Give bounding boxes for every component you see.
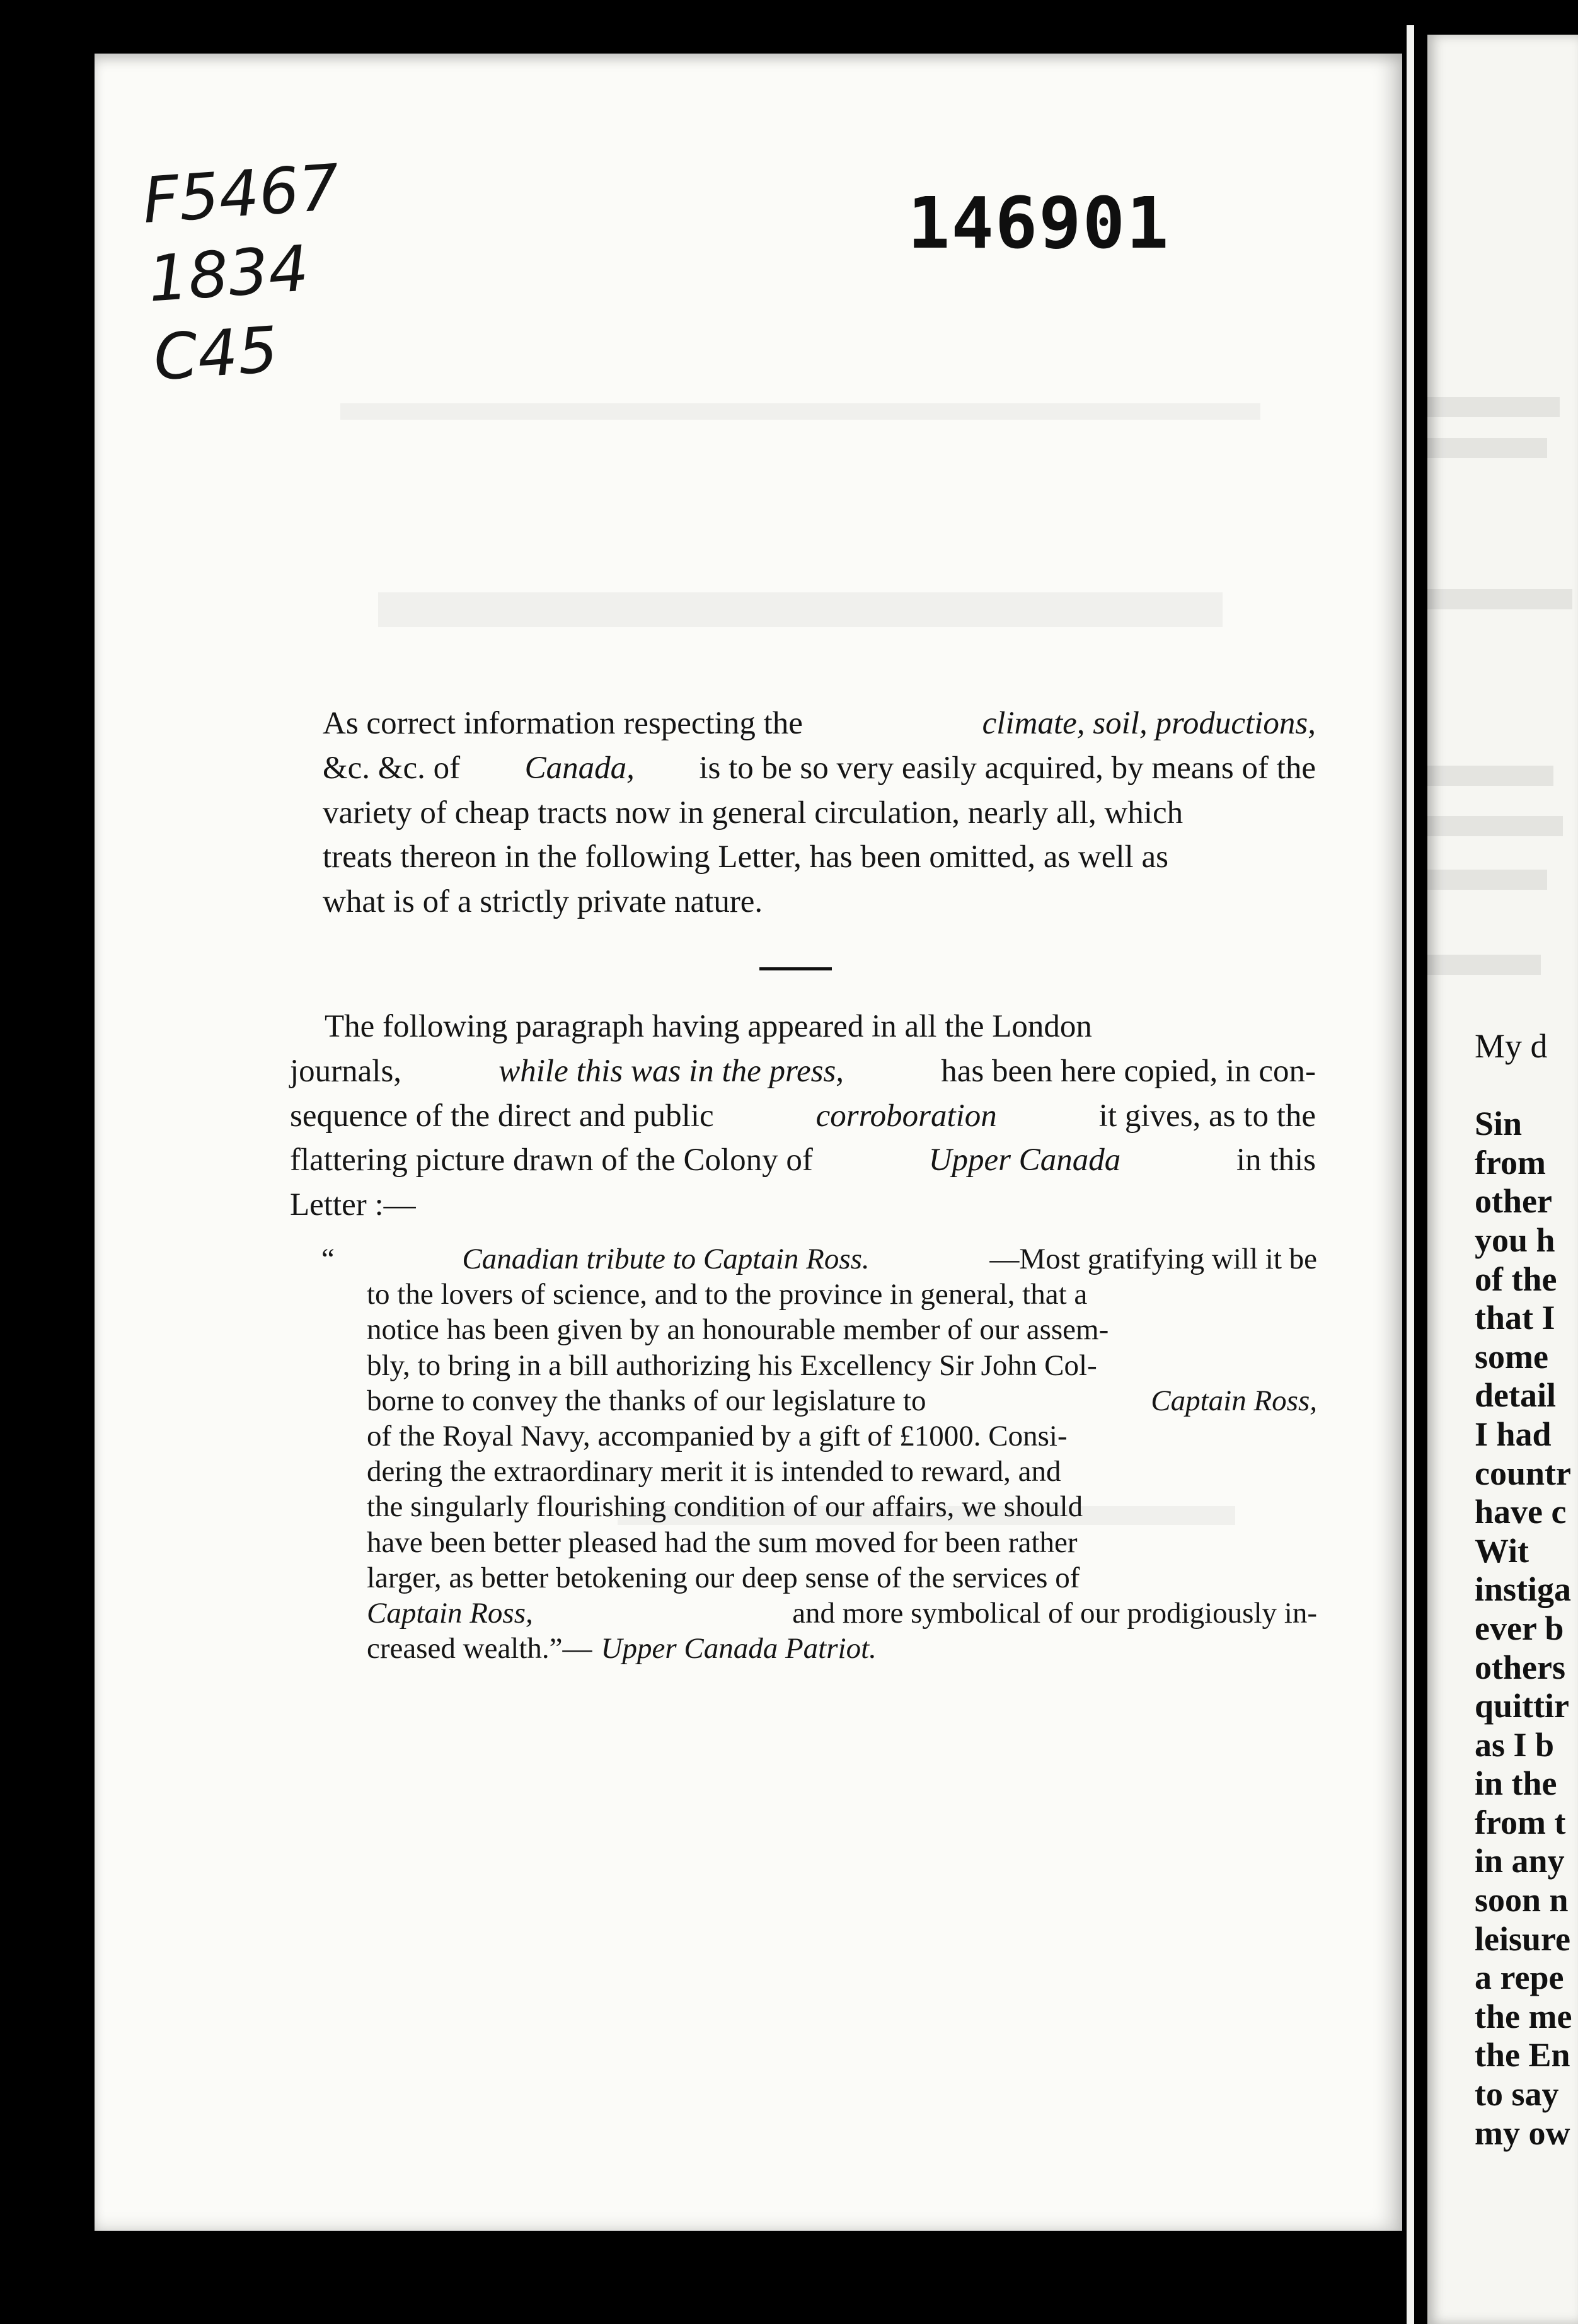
text-run: creased wealth.”— bbox=[367, 1632, 592, 1665]
text-line bbox=[321, 1631, 1317, 1666]
facing-page-line: you h bbox=[1475, 1221, 1555, 1259]
facing-page-line: detail bbox=[1475, 1376, 1556, 1415]
text-run: The following paragraph having appeared in all the London bbox=[325, 1009, 1092, 1044]
text-run: bly, to bring in a bill authorizing his Excellency Sir John Col- bbox=[367, 1349, 1097, 1382]
text-line bbox=[321, 1383, 1317, 1418]
text-line bbox=[321, 1596, 1317, 1631]
italic-text: Canada, bbox=[524, 750, 635, 786]
italic-text: Captain Ross, bbox=[1151, 1384, 1317, 1417]
italic-text: Canadian tribute to Captain Ross. bbox=[462, 1243, 870, 1275]
text-line bbox=[323, 835, 1316, 880]
facing-page-line: from t bbox=[1475, 1803, 1566, 1841]
text-line bbox=[321, 1418, 1317, 1454]
facing-page-line: the En bbox=[1475, 2036, 1570, 2074]
facing-page-line: ever b bbox=[1475, 1609, 1564, 1647]
text-run: variety of cheap tracts now in general circulation, nearly all, which bbox=[323, 795, 1184, 831]
text-run: As correct information respecting the bbox=[323, 706, 811, 741]
show-through-line bbox=[1427, 397, 1560, 417]
text-run: treats thereon in the following Letter, has been omitted, as well as bbox=[323, 839, 1168, 875]
text-run: is to be so very easily acquired, by means of the bbox=[691, 750, 1316, 786]
section-separator bbox=[759, 967, 832, 970]
text-line bbox=[321, 1525, 1317, 1560]
facing-page-line: of the bbox=[1475, 1260, 1557, 1298]
text-run: has been here copied, in con- bbox=[933, 1053, 1316, 1089]
text-run: in this bbox=[1228, 1142, 1316, 1178]
text-run: Letter :— bbox=[290, 1187, 416, 1223]
text-run: what is of a strictly private nature. bbox=[323, 884, 763, 920]
text-line bbox=[321, 1277, 1317, 1312]
text-run: and more symbolical of our prodigiously in- bbox=[785, 1596, 1317, 1630]
text-run: flattering picture drawn of the Colony of bbox=[290, 1142, 821, 1178]
facing-page-line: to say bbox=[1475, 2075, 1559, 2114]
facing-page-line: quittir bbox=[1475, 1687, 1570, 1725]
text-line bbox=[323, 880, 1316, 924]
text-line bbox=[323, 701, 1316, 746]
show-through-line bbox=[340, 403, 1260, 420]
facing-page-line: My d bbox=[1475, 1027, 1548, 1065]
text-line bbox=[321, 1454, 1317, 1489]
facing-page-line: in any bbox=[1475, 1842, 1565, 1880]
show-through-line bbox=[1427, 816, 1563, 836]
facing-page-line: my ow bbox=[1475, 2114, 1570, 2152]
text-line bbox=[290, 1049, 1316, 1094]
catalog-mark-line: 1834 bbox=[146, 231, 311, 316]
show-through-line bbox=[378, 592, 1223, 627]
facing-page-line: soon n bbox=[1475, 1881, 1569, 1919]
facing-page-line: other bbox=[1475, 1182, 1552, 1221]
italic-text: Upper Canada Patriot. bbox=[601, 1632, 877, 1665]
facing-page-line: as I b bbox=[1475, 1725, 1555, 1764]
show-through-line bbox=[1427, 955, 1541, 975]
intro-paragraph bbox=[323, 701, 1316, 924]
show-through-line bbox=[1427, 438, 1547, 458]
text-run: sequence of the direct and public bbox=[290, 1098, 722, 1134]
facing-page-line: in the bbox=[1475, 1764, 1557, 1803]
text-run: journals, bbox=[290, 1053, 410, 1089]
facing-page-line: Sin bbox=[1475, 1105, 1523, 1143]
text-line bbox=[290, 1138, 1316, 1183]
text-run: —Most gratifying will it be bbox=[989, 1243, 1317, 1275]
italic-text: while this was in the press, bbox=[498, 1053, 844, 1089]
quoted-newspaper-extract bbox=[321, 1241, 1317, 1666]
facing-page-line: a repe bbox=[1475, 1959, 1564, 1997]
text-run: dering the extraordinary merit it is intended to reward, and bbox=[367, 1455, 1061, 1488]
facing-page-line bbox=[1475, 1066, 1572, 1105]
notice-paragraph bbox=[290, 1004, 1316, 1228]
text-run: of the Royal Navy, accompanied by a gift of £1000. Consi- bbox=[367, 1419, 1068, 1452]
text-line bbox=[323, 746, 1316, 791]
facing-page-line: instiga bbox=[1475, 1570, 1572, 1609]
facing-page-line: from bbox=[1475, 1143, 1546, 1182]
facing-page bbox=[1427, 35, 1578, 2324]
catalog-mark-line: F5467 bbox=[140, 150, 342, 238]
accession-number: 146901 bbox=[907, 183, 1170, 265]
text-run: have been better pleased had the sum moved for been rather bbox=[367, 1526, 1078, 1559]
facing-page-line: leisure bbox=[1475, 1919, 1570, 1958]
text-run: borne to convey the thanks of our legislature to bbox=[367, 1384, 934, 1417]
text-line bbox=[321, 1241, 1317, 1277]
text-line bbox=[321, 1312, 1317, 1347]
text-line bbox=[321, 1489, 1317, 1524]
text-run: notice has been given by an honourable member of our assem- bbox=[367, 1313, 1109, 1347]
text-line bbox=[321, 1348, 1317, 1383]
catalog-mark-line: C45 bbox=[151, 312, 280, 395]
text-line bbox=[290, 1004, 1316, 1049]
text-run: to the lovers of science, and to the province in general, that a bbox=[367, 1278, 1088, 1311]
facing-page-line: Wit bbox=[1475, 1531, 1529, 1570]
show-through-line bbox=[1427, 589, 1572, 609]
text-run: the singularly flourishing condition of our affairs, we should bbox=[367, 1490, 1083, 1524]
facing-page-line: some bbox=[1475, 1337, 1548, 1376]
show-through-line bbox=[1427, 766, 1553, 786]
facing-page-line: countr bbox=[1475, 1454, 1571, 1492]
italic-text: corroboration bbox=[815, 1098, 997, 1134]
italic-text: Captain Ross, bbox=[367, 1596, 533, 1630]
facing-page-line: have c bbox=[1475, 1493, 1567, 1531]
facing-page-line: that I bbox=[1475, 1299, 1555, 1337]
facing-page-line: the me bbox=[1475, 1997, 1572, 2035]
facing-page-line: others bbox=[1475, 1648, 1565, 1686]
text-line bbox=[321, 1560, 1317, 1596]
text-line bbox=[290, 1094, 1316, 1139]
text-line bbox=[290, 1183, 1316, 1228]
italic-text: Upper Canada bbox=[928, 1142, 1121, 1178]
facing-page-text bbox=[1475, 1027, 1572, 2153]
text-run: it gives, as to the bbox=[1091, 1098, 1316, 1134]
text-run: &c. &c. of bbox=[323, 750, 468, 786]
text-run: larger, as better betokening our deep sense of the services of bbox=[367, 1561, 1080, 1594]
facing-page-line: I had bbox=[1475, 1415, 1552, 1453]
show-through-line bbox=[1427, 870, 1547, 890]
text-line bbox=[323, 791, 1316, 836]
handwritten-catalog-mark bbox=[140, 148, 352, 398]
page-gutter bbox=[1407, 25, 1414, 2324]
text-run: “ bbox=[321, 1243, 342, 1275]
italic-text: climate, soil, productions, bbox=[982, 706, 1316, 741]
